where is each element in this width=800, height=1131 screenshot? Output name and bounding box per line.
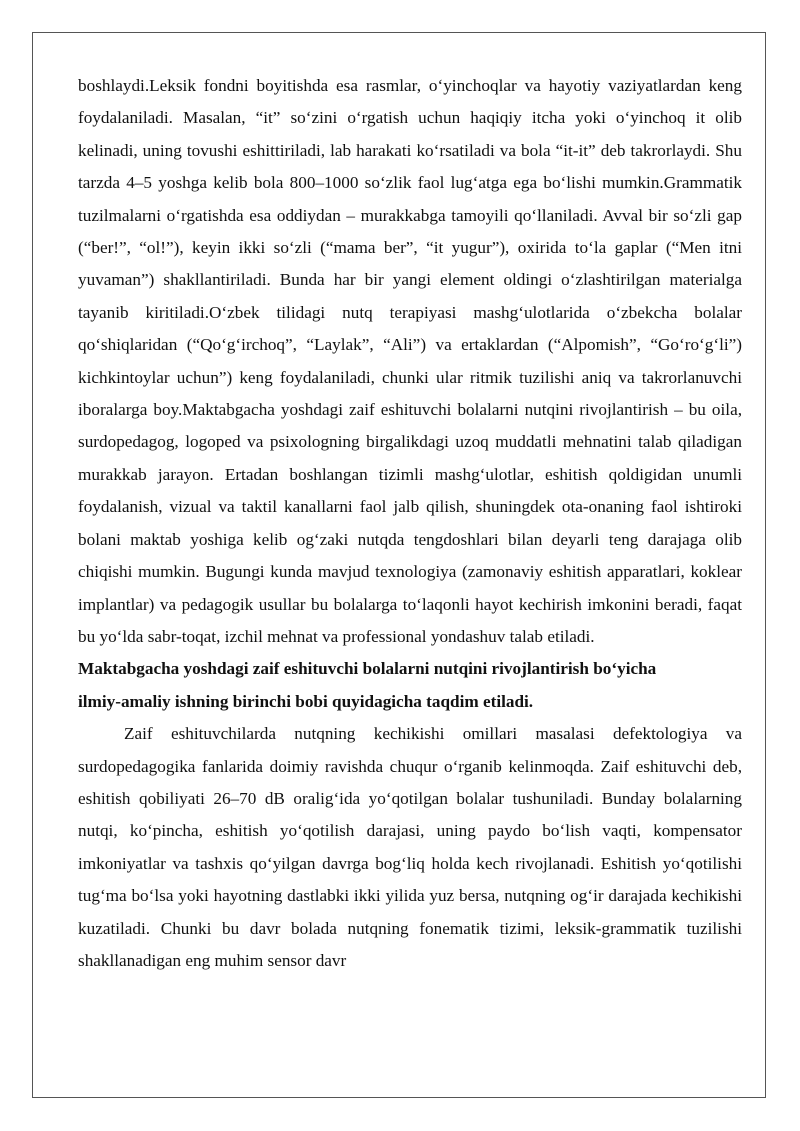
section-heading-line: Maktabgacha yoshdagi zaif eshituvchi bolalarni nutqini rivojlantirish bo‘yicha bbox=[78, 659, 657, 679]
body-paragraph: boshlaydi.Leksik fondni boyitishda esa rasmlar, o‘yinchoqlar va hayotiy vaziyatlardan keng foydalaniladi. Masalan, “it” so‘zini o‘rgatish uchun haqiqiy itcha yoki o‘yinchoq it olib kelinadi, uning tovushi eshittiriladi, lab harakati ko‘rsatiladi va bola “it-it” deb takrorlaydi. Shu tarzda 4–5 yoshga kelib bola 800–1000 so‘zlik faol lug‘atga ega bo‘lishi mumkin.Grammatik tuzilmalarni o‘rgatishda esa oddiydan – murakkabga tamoyili qo‘llaniladi. Avval bir so‘zli gap (“ber!”, “ol!”), keyin ikki so‘zli (“mama ber”, “it yugur”), oxirida to‘la gaplar (“Men itni yuvaman”) shakllantiriladi. Bunda har bir yangi element oldingi o‘zlashtirilgan materialga tayanib kiritiladi.O‘zbek tilidagi nutq terapiyasi mashg‘ulotlarida o‘zbekcha bolalar qo‘shiqlaridan (“Qo‘g‘irchoq”, “Laylak”, “Ali”) va ertaklardan (“Alpomish”, “Go‘ro‘g‘li”) kichkintoylar uchun”) keng foydalaniladi, chunki ular ritmik tuzilishi aniq va takrorlanuvchi iboralarga boy.Maktabgacha yoshdagi zaif eshituvchi bolalarni nutqini rivojlantirish – bu oila, surdopedagog, logoped va psixologning birgalikdagi uzoq muddatli mehnatini talab qiladigan murakkab jarayon. Ertadan boshlangan tizimli mashg‘ulotlar, eshitish qoldigidan unumli foydalanish, vizual va taktil kanallarni faol jalb qilish, shuningdek ota-onaning faol ishtiroki bolani maktab yoshiga kelib og‘zaki nutqda tengdoshlari bilan deyarli teng darajaga olib chiqishi mumkin. Bugungi kunda mavjud texnologiya (zamonaviy eshitish apparatlari, koklear implantlar) va pedagogik usullar bu bolalarga to‘laqonli hayot kechirish imkonini beradi, faqat bu yo‘lda sabr-toqat, izchil mehnat va professional yondashuv talab etiladi. bbox=[78, 76, 742, 646]
section-heading bbox=[78, 653, 742, 718]
section-heading-line: ilmiy-amaliy ishning birinchi bobi quyidagicha taqdim etiladi. bbox=[78, 691, 534, 711]
document-body bbox=[78, 70, 742, 977]
body-paragraph: Zaif eshituvchilarda nutqning kechikishi omillari masalasi defektologiya va surdopedagogika fanlarida doimiy ravishda chuqur o‘rganib kelinmoqda. Zaif eshituvchi deb, eshitish qobiliyati 26–70 dB oralig‘ida yo‘qotilgan bolalar tushuniladi. Bunday bolalarning nutqi, ko‘pincha, eshitish yo‘qotilish darajasi, uning paydo bo‘lish vaqti, kompensator imkoniyatlar va tashxis qo‘yilgan davrga bog‘liq holda kech rivojlanadi. Eshitish yo‘qotilishi tug‘ma bo‘lsa yoki hayotning dastlabki ikki yilida yuz bersa, nutqning og‘ir darajada kechikishi kuzatiladi. Chunki bu davr bolada nutqning fonematik tizimi, leksik-grammatik tuzilishi shakllanadigan eng muhim sensor davr bbox=[78, 724, 742, 970]
